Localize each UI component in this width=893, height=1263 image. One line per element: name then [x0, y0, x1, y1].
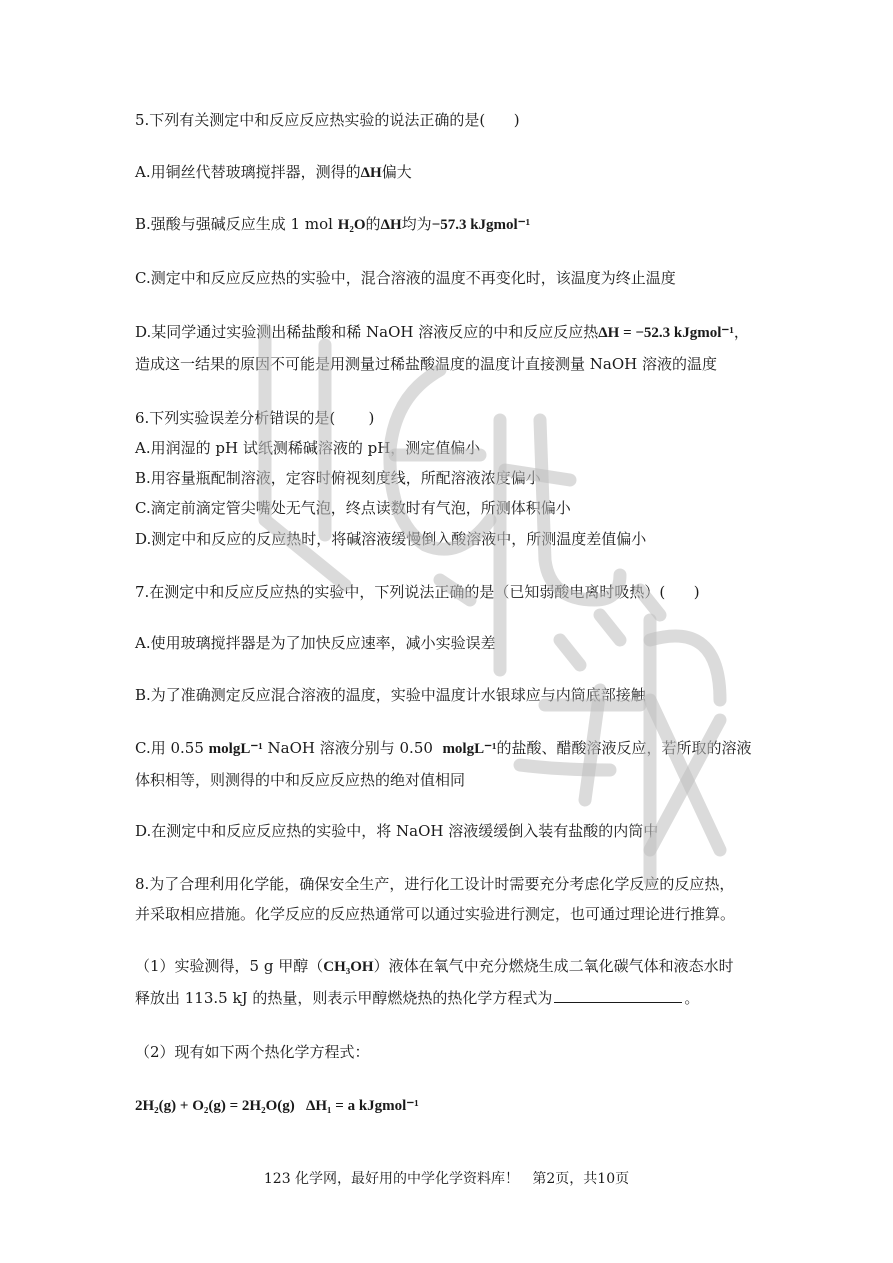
q7-option-c-unit2: molgL⁻¹	[442, 741, 497, 757]
q5-option-d-line2: 造成这一结果的原因不可能是用测量过稀盐酸温度的温度计直接测量 NaOH 溶液的温度	[135, 355, 717, 373]
q5-option-d-math: ΔH = −52.3 kJgmol⁻¹	[598, 325, 734, 341]
q6-option-a: A.用润湿的 pH 试纸测稀碱溶液的 pH，测定值偏小	[135, 439, 481, 457]
q5-option-b-mid2: 均为	[401, 215, 432, 233]
q6-option-d: D.测定中和反应的反应热时，将碱溶液缓慢倒入酸溶液中，所测温度差值偏小	[135, 530, 647, 548]
q5-option-d-tail: ，	[733, 323, 749, 341]
q6-option-b: B.用容量瓶配制溶液，定容时俯视刻度线，所配溶液浓度偏小	[135, 469, 541, 487]
q6-option-c: C.滴定前滴定管尖嘴处无气泡，终点读数时有气泡，所测体积偏小	[135, 499, 571, 517]
q5-option-a-text: A.用铜丝代替玻璃搅拌器，测得的	[135, 163, 361, 181]
q5-option-b-text: B.强酸与强碱反应生成 1 mol	[135, 215, 338, 233]
q5-option-b	[135, 214, 530, 235]
q5-option-a-tail: 偏大	[381, 163, 412, 181]
q8-intro-line1: 8.为了合理利用化学能，确保安全生产，进行化工设计时需要充分考虑化学反应的反应热，	[135, 875, 735, 893]
q5-option-a-math: ΔH	[360, 165, 382, 181]
q5-stem: 5.下列有关测定中和反应反应热实验的说法正确的是( )	[135, 111, 520, 129]
q8-part1	[135, 956, 734, 977]
q5-option-a	[135, 162, 412, 183]
q5-option-d	[135, 322, 749, 343]
q7-option-c	[135, 738, 752, 759]
q8-intro-line2: 并采取相应措施。化学反应的反应热通常可以通过实验进行测定，也可通过理论进行推算。	[135, 905, 736, 923]
q7-option-a: A.使用玻璃搅拌器是为了加快反应速率，减小实验误差	[135, 634, 496, 652]
q7-option-c-unit1: molgL⁻¹	[208, 741, 263, 757]
page-footer: 123 化学网，最好用的中学化学资料库！ 第2页，共10页	[263, 1171, 630, 1187]
q8-part1-pre: （1）实验测得，5 g 甲醇（	[135, 957, 324, 975]
q8-part1-end: 。	[684, 989, 700, 1007]
q8-part1-formula: CH₃OH	[323, 959, 374, 975]
q7-option-b: B.为了准确测定反应混合溶液的温度，实验中温度计水银球应与内筒底部接触	[135, 686, 646, 704]
q5-option-c: C.测定中和反应反应热的实验中，混合溶液的温度不再变化时，该温度为终止温度	[135, 269, 676, 287]
q7-option-c-tail: 的盐酸、醋酸溶液反应，若所取的溶液	[496, 739, 752, 757]
q8-part1-post: ）液体在氧气中充分燃烧生成二氧化碳气体和液态水时	[373, 957, 734, 975]
q8-part1-line2	[135, 988, 699, 1008]
answer-blank[interactable]	[554, 988, 682, 1003]
q5-option-d-text: D.某同学通过实验测出稀盐酸和稀 NaOH 溶液反应的中和反应反应热	[135, 323, 599, 341]
q5-option-b-formula: H₂O	[337, 217, 366, 233]
q8-part1-line2-text: 释放出 113.5 kJ 的热量，则表示甲醇燃烧热的热化学方程式为	[135, 989, 553, 1007]
q6-stem: 6.下列实验误差分析错误的是( )	[135, 409, 375, 427]
q7-option-c-pre: C.用 0.55	[135, 739, 209, 757]
q7-option-c-mid: NaOH 溶液分别与 0.50	[262, 739, 443, 757]
q5-option-b-math: ΔH	[380, 217, 402, 233]
q7-option-c-line2: 体积相等，则测得的中和反应反应热的绝对值相同	[135, 771, 466, 789]
q7-option-d: D.在测定中和反应反应热的实验中，将 NaOH 溶液缓缓倒入装有盐酸的内筒中	[135, 822, 659, 840]
q8-part2: （2）现有如下两个热化学方程式：	[135, 1043, 370, 1061]
q7-stem: 7.在测定中和反应反应热的实验中，下列说法正确的是（已知弱酸电离时吸热）( )	[135, 583, 700, 601]
q8-equation-1: 2H₂(g) + O₂(g) = 2H₂O(g) ΔH₁ = a kJgmol⁻¹	[135, 1098, 419, 1114]
q5-option-b-mid: 的	[365, 215, 381, 233]
q5-option-b-value: −57.3 kJgmol⁻¹	[431, 217, 531, 233]
